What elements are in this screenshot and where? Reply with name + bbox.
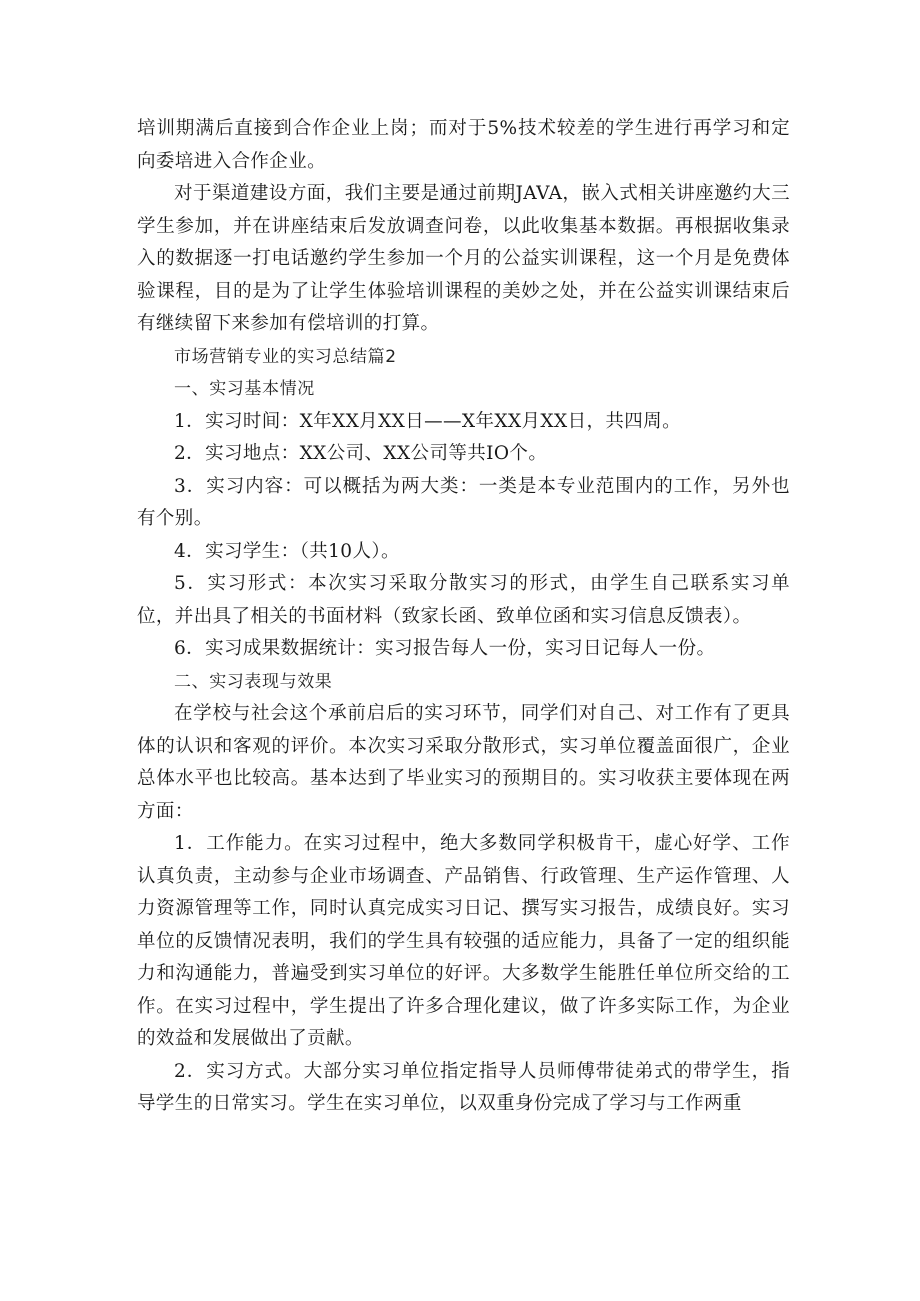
list-item-location: 2．实习地点：XX公司、XX公司等共IO个。 (174, 443, 548, 464)
paragraph-internship-method: 2．实习方式。大部分实习单位指定指导人员师傅带徒弟式的带学生，指导学生的日常实习。学生在实习单位，以双重身份完成了学习与工作两重 (137, 1060, 790, 1114)
list-item-statistics: 6．实习成果数据统计：实习报告每人一份，实习日记每人一份。 (174, 638, 716, 659)
paragraph-2: 对于渠道建设方面，我们主要是通过前期JAVA，嵌入式相关讲座邀约大三学生参加，并在讲座结束后发放调查问卷，以此收集基本数据。再根据收集录入的数据逐一打电话邀约学生参加一个月的公益实训课程，这一个月是免费体验课程，目的是为了让学生体验培训课程的美妙之处，并在公益实训课结束后有继续留下来参加有偿培训的打算。 (137, 183, 790, 334)
paragraph-performance-intro: 在学校与社会这个承前启后的实习环节，同学们对自己、对工作有了更具体的认识和客观的评价。本次实习采取分散形式，实习单位覆盖面很广，企业总体水平也比较高。基本达到了毕业实习的预期目的。实习收获主要体现在两方面： (137, 703, 790, 822)
paragraph-work-ability: 1．工作能力。在实习过程中，绝大多数同学积极肯干，虚心好学、工作认真负责，主动参与企业市场调查、产品销售、行政管理、生产运作管理、人力资源管理等工作，同时认真完成实习日记、撰写实习报告，成绩良好。实习单位的反馈情况表明，我们的学生具有较强的适应能力，具备了一定的组织能力和沟通能力，普遍受到实习单位的好评。大多数学生能胜任单位所交给的工作。在实习过程中，学生提出了许多合理化建议，做了许多实际工作，为企业的效益和发展做出了贡献。 (137, 833, 790, 1049)
paragraph-1: 培训期满后直接到合作企业上岗；而对于5%技术较差的学生进行再学习和定向委培进入合作企业。 (137, 118, 790, 172)
heading-performance: 二、实习表现与效果 (174, 671, 333, 692)
list-item-content: 3．实习内容：可以概括为两大类：一类是本专业范围内的工作，另外也有个别。 (137, 475, 790, 529)
list-item-form: 5．实习形式：本次实习采取分散实习的形式，由学生自己联系实习单位，并出具了相关的书面材料（致家长函、致单位函和实习信息反馈表）。 (137, 573, 790, 627)
list-item-time: 1．实习时间：X年XX月XX日——X年XX月XX日，共四周。 (174, 410, 681, 432)
list-item-students: 4．实习学生：（共10人）。 (174, 540, 400, 562)
heading-basic-info: 一、实习基本情况 (174, 379, 315, 399)
section-title: 市场营销专业的实习总结篇2 (174, 346, 397, 367)
